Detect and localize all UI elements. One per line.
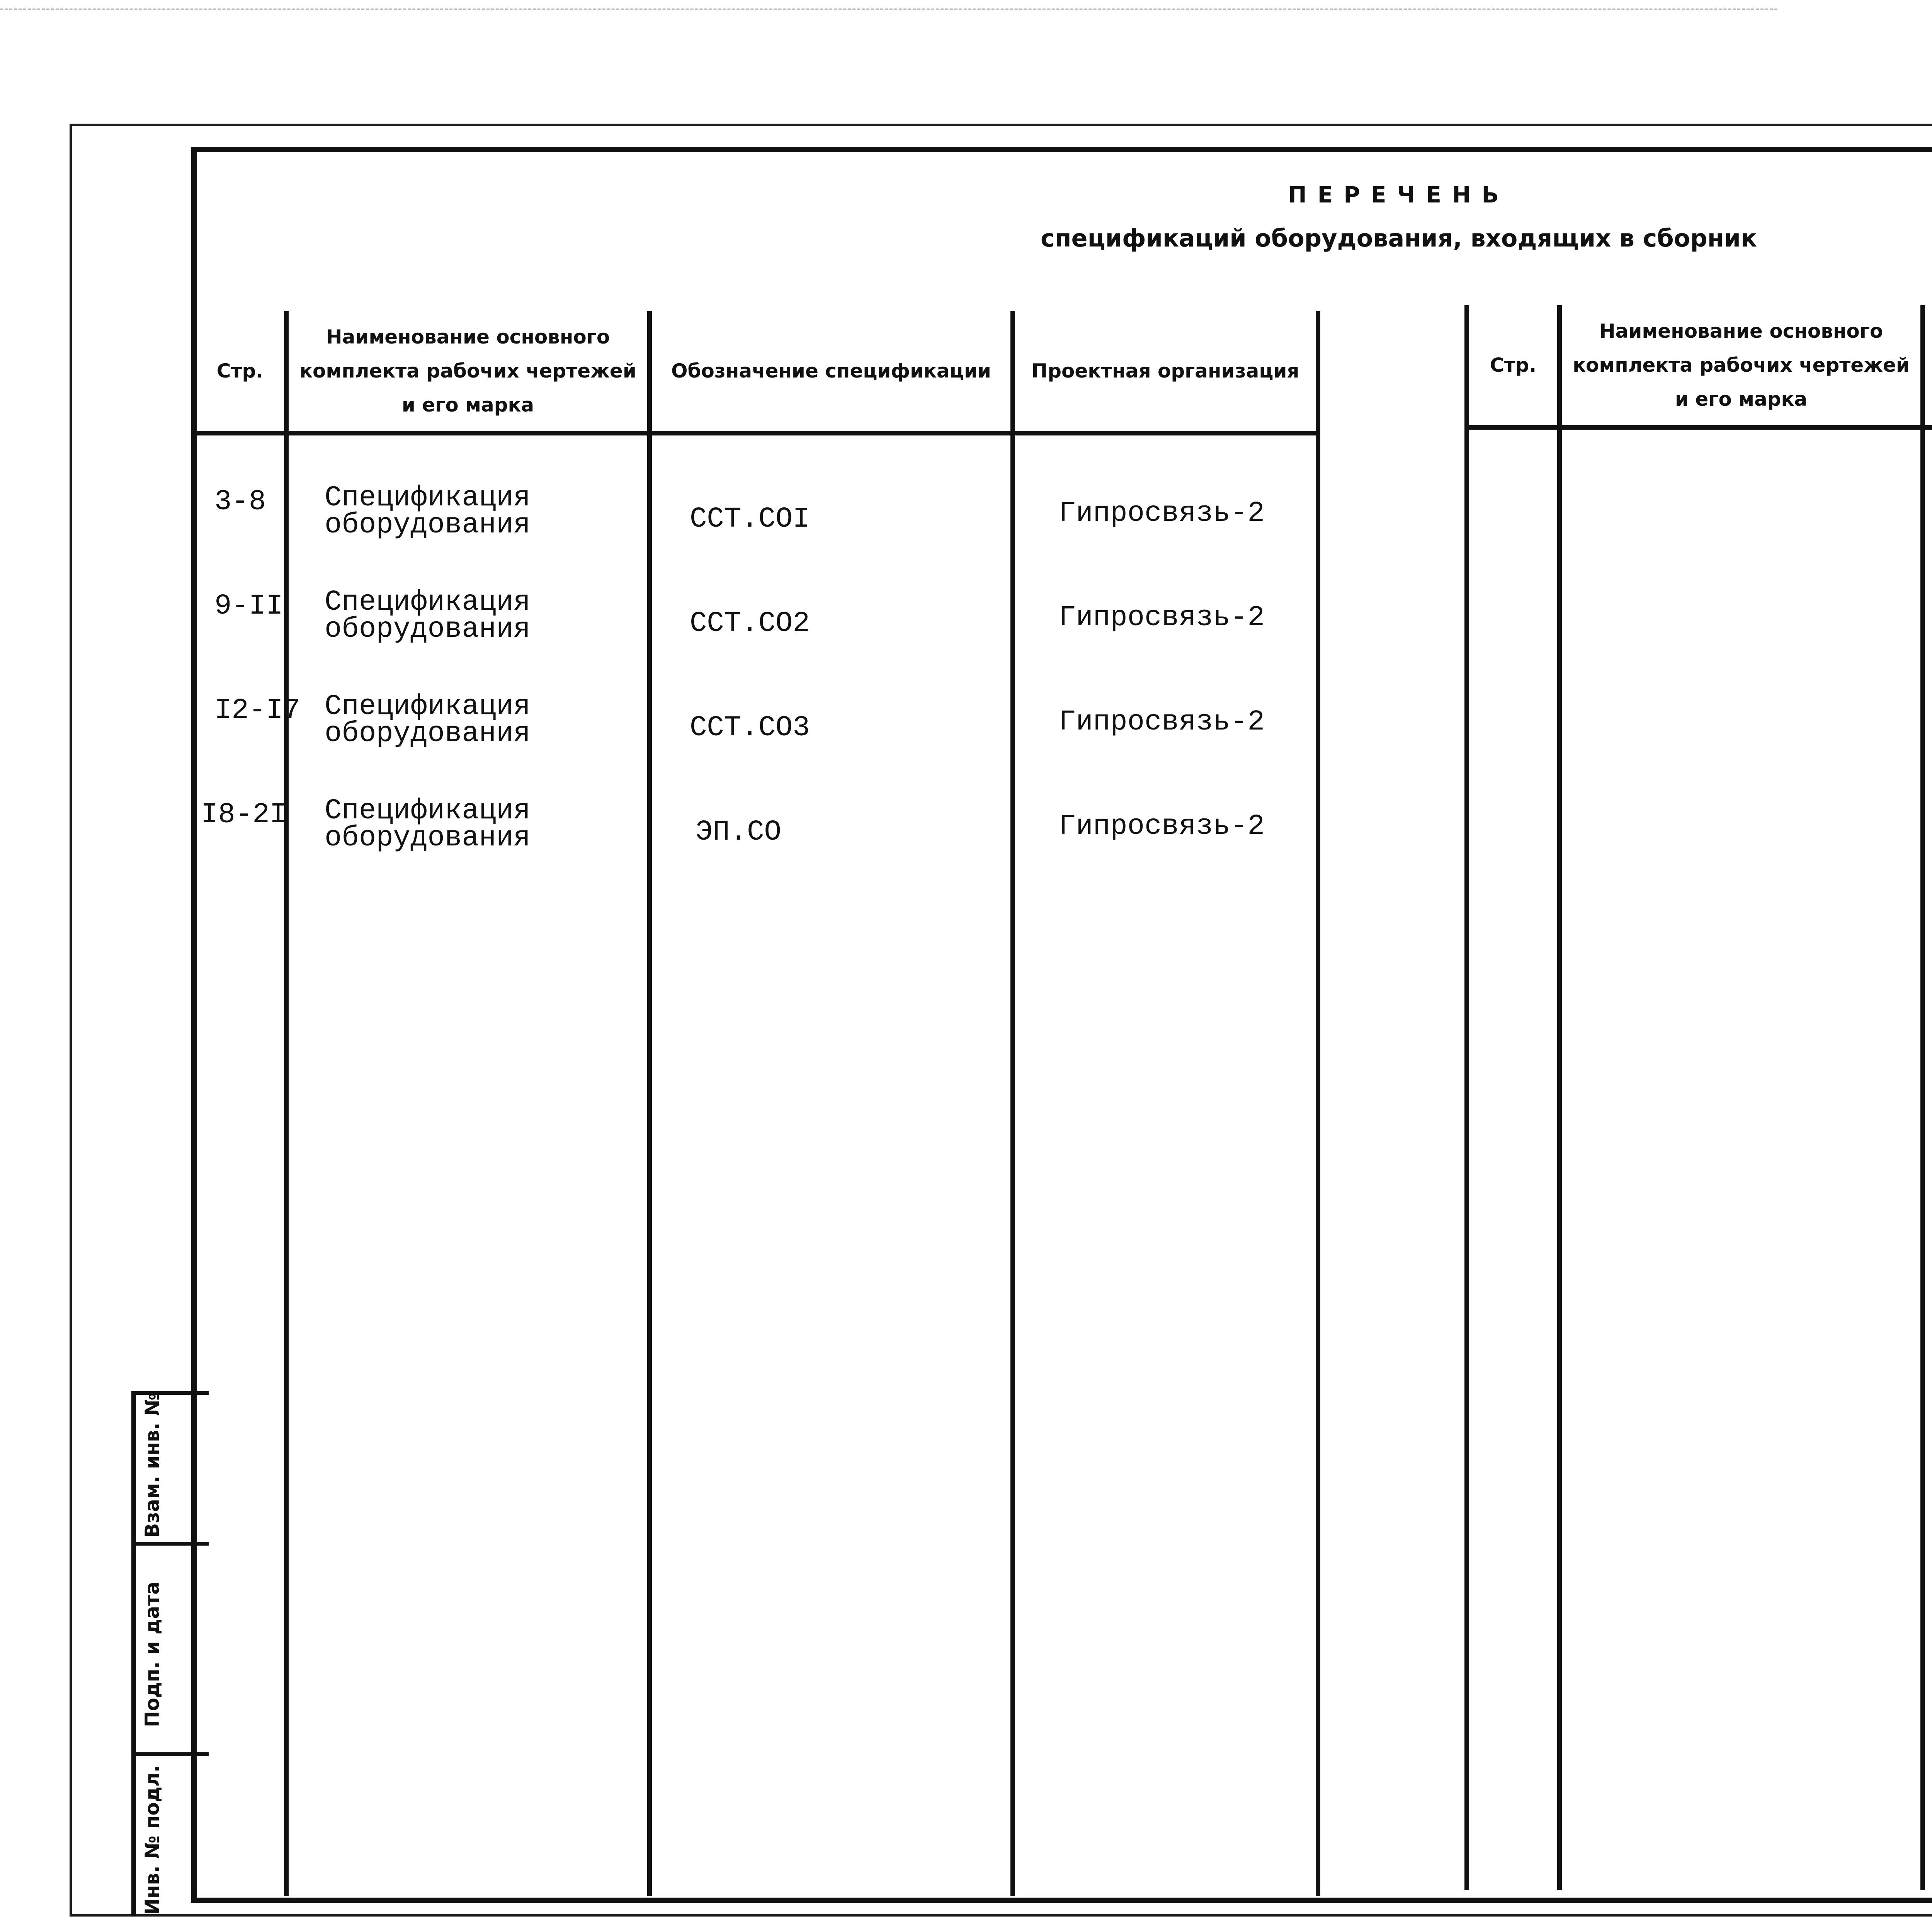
document-subtitle: спецификаций оборудования, входящих в сборник: [1040, 224, 1757, 252]
row-name-line1: Спецификация: [325, 586, 531, 619]
col-body-name: [1560, 427, 1923, 1890]
strip-label-signature-date: Подп. и дата: [141, 1582, 163, 1727]
spec-table-left: [191, 311, 1320, 1896]
row-org: Гипросвязь-2: [1059, 602, 1265, 634]
row-page: I2-I7: [214, 694, 301, 727]
row-name-line1: Спецификация: [325, 690, 531, 723]
row-code: ССТ.СОI: [690, 503, 810, 536]
row-org: Гипросвязь-2: [1059, 497, 1265, 530]
col-header-page: Стр.: [194, 311, 286, 433]
col-header-page: Стр.: [1467, 305, 1560, 427]
document-title: ПЕРЕЧЕНЬ: [1288, 182, 1510, 208]
row-code: ССТ.СО2: [690, 607, 810, 640]
table-header-row: [194, 311, 1318, 433]
col-body-code: [650, 433, 1013, 1896]
col-header-code: [1923, 305, 1932, 427]
table-header-row: [1467, 305, 1932, 427]
row-name-line1: Спецификация: [325, 795, 531, 827]
row-name-line2: оборудования: [325, 509, 531, 541]
col-body-code: [1923, 427, 1932, 1890]
strip-divider: [131, 1752, 209, 1756]
row-page: I8-2I: [201, 799, 287, 831]
strip-label-original-inv: Инв. № подл.: [141, 1765, 163, 1915]
strip-divider: [131, 1542, 209, 1546]
col-header-name: Наименование основного комплекта рабочих чертежей и его марка: [1560, 305, 1923, 427]
row-name-line2: оборудования: [325, 613, 531, 646]
row-name-line1: Спецификация: [325, 482, 531, 514]
col-body-name: [286, 433, 650, 1896]
row-name-line2: оборудования: [325, 718, 531, 750]
spec-table-right: [1464, 305, 1932, 1890]
col-body-page: [1467, 427, 1560, 1890]
row-name-line2: оборудования: [325, 822, 531, 854]
row-code: ССТ.СО3: [690, 712, 810, 744]
row-org: Гипросвязь-2: [1059, 706, 1265, 738]
row-org: Гипросвязь-2: [1059, 810, 1265, 843]
row-page: 9-II: [214, 590, 283, 622]
col-header-org: Проектная организация: [1013, 311, 1318, 433]
row-page: 3-8: [214, 486, 266, 518]
strip-label-replacement-inv: Взам. инв. №: [141, 1393, 163, 1538]
col-header-name: Наименование основного комплекта рабочих чертежей и его марка: [286, 311, 650, 433]
col-body-org: [1013, 433, 1318, 1896]
row-code: ЭП.СО: [696, 816, 782, 849]
col-header-code: Обозначение спецификации: [650, 311, 1013, 433]
top-edge-line: [0, 9, 1777, 10]
